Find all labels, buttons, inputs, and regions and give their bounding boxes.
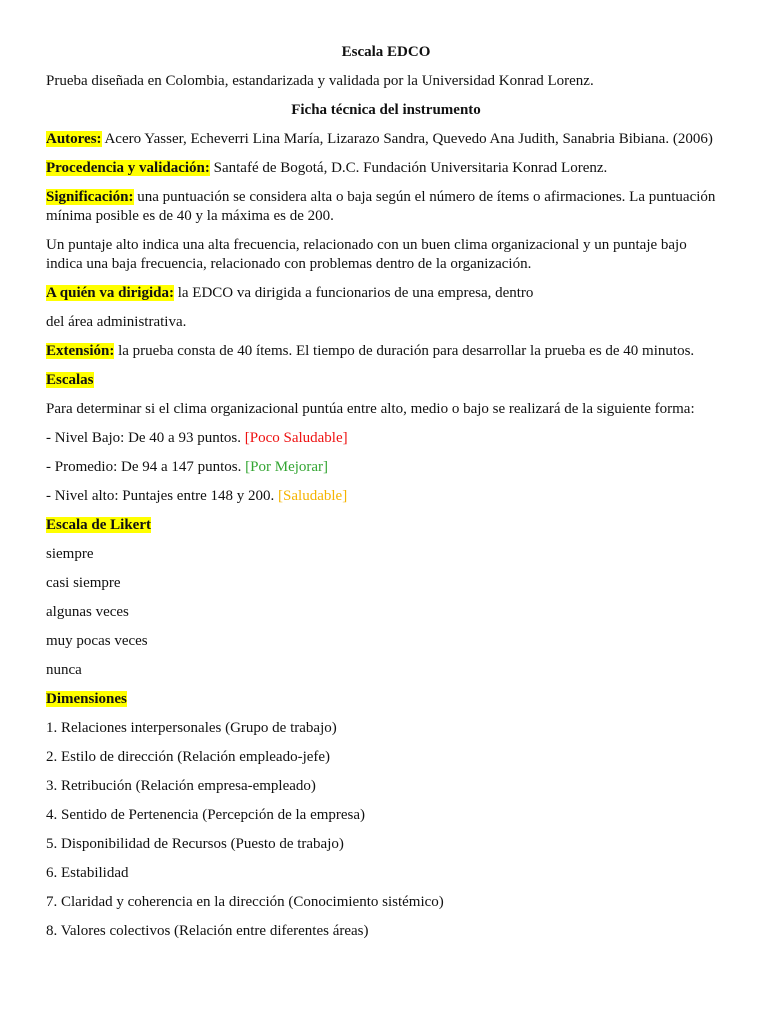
level-text: - Nivel alto: Puntajes entre 148 y 200.	[46, 488, 279, 504]
significacion-label: Significación:	[46, 189, 134, 205]
dimension-item: 7. Claridad y coherencia en la dirección (Conocimiento sistémico)	[46, 894, 444, 910]
procedencia-paragraph	[46, 159, 726, 178]
level-text: - Nivel Bajo: De 40 a 93 puntos.	[46, 430, 245, 446]
level-row	[46, 429, 726, 448]
puntaje-paragraph: Un puntaje alto indica una alta frecuencia, relacionado con un buen clima organizacional y un puntaje bajo indica una baja frecuencia, relacionado con problemas dentro de la organización.	[46, 237, 687, 272]
dimension-item: 3. Retribución (Relación empresa-empleado)	[46, 778, 316, 794]
level-tag: [Saludable]	[278, 488, 348, 504]
dimension-item: 6. Estabilidad	[46, 865, 129, 881]
level-tag: [Por Mejorar]	[245, 459, 329, 475]
level-text: - Promedio: De 94 a 147 puntos.	[46, 459, 246, 475]
dimension-item: 4. Sentido de Pertenencia (Percepción de la empresa)	[46, 807, 366, 823]
extension-text: la prueba consta de 40 ítems. El tiempo de duración para desarrollar la prueba es de 40 minutos.	[114, 343, 695, 359]
dimension-item: 8. Valores colectivos (Relación entre diferentes áreas)	[46, 923, 369, 939]
likert-item: nunca	[46, 662, 82, 678]
significacion-text: una puntuación se considera alta o baja según el número de ítems o afirmaciones. La puntuación mínima posible es de 40 y la máxima es de 200.	[46, 189, 716, 224]
likert-label: Escala de Likert	[46, 517, 151, 533]
level-tag: [Poco Saludable]	[244, 430, 348, 446]
extension-paragraph	[46, 342, 726, 361]
intro-paragraph: Prueba diseñada en Colombia, estandarizada y validada por la Universidad Konrad Lorenz.	[46, 73, 594, 89]
autores-label: Autores:	[46, 131, 102, 147]
document-page	[46, 43, 726, 951]
dirigida-label: A quién va dirigida:	[46, 285, 174, 301]
dimension-item: 1. Relaciones interpersonales (Grupo de trabajo)	[46, 720, 337, 736]
document-title: Escala EDCO	[341, 44, 431, 60]
extension-label: Extensión:	[46, 343, 115, 359]
escalas-heading	[46, 371, 726, 390]
likert-heading	[46, 516, 726, 535]
dimension-item: 5. Disponibilidad de Recursos (Puesto de trabajo)	[46, 836, 344, 852]
procedencia-label: Procedencia y validación:	[46, 160, 210, 176]
escalas-intro: Para determinar si el clima organizacional puntúa entre alto, medio o bajo se realizará de la siguiente forma:	[46, 401, 695, 417]
significacion-paragraph	[46, 188, 726, 226]
procedencia-text: Santafé de Bogotá, D.C. Fundación Universitaria Konrad Lorenz.	[209, 160, 608, 176]
dimension-item: 2. Estilo de dirección (Relación empleado-jefe)	[46, 749, 331, 765]
dimensiones-heading	[46, 690, 726, 709]
dirigida-paragraph-2: del área administrativa.	[46, 314, 187, 330]
likert-item: algunas veces	[46, 604, 129, 620]
autores-text: Acero Yasser, Echeverri Lina María, Lizarazo Sandra, Quevedo Ana Judith, Sanabria Bibiana. (2006)	[101, 131, 713, 147]
likert-item: siempre	[46, 546, 94, 562]
dirigida-text: la EDCO va dirigida a funcionarios de una empresa, dentro	[173, 285, 534, 301]
level-row	[46, 487, 726, 506]
likert-item: casi siempre	[46, 575, 121, 591]
dimensiones-label: Dimensiones	[46, 691, 127, 707]
dirigida-paragraph	[46, 284, 726, 303]
autores-paragraph	[46, 130, 726, 149]
level-row	[46, 458, 726, 477]
likert-item: muy pocas veces	[46, 633, 148, 649]
escalas-label: Escalas	[46, 372, 94, 388]
section-subtitle: Ficha técnica del instrumento	[291, 102, 481, 118]
